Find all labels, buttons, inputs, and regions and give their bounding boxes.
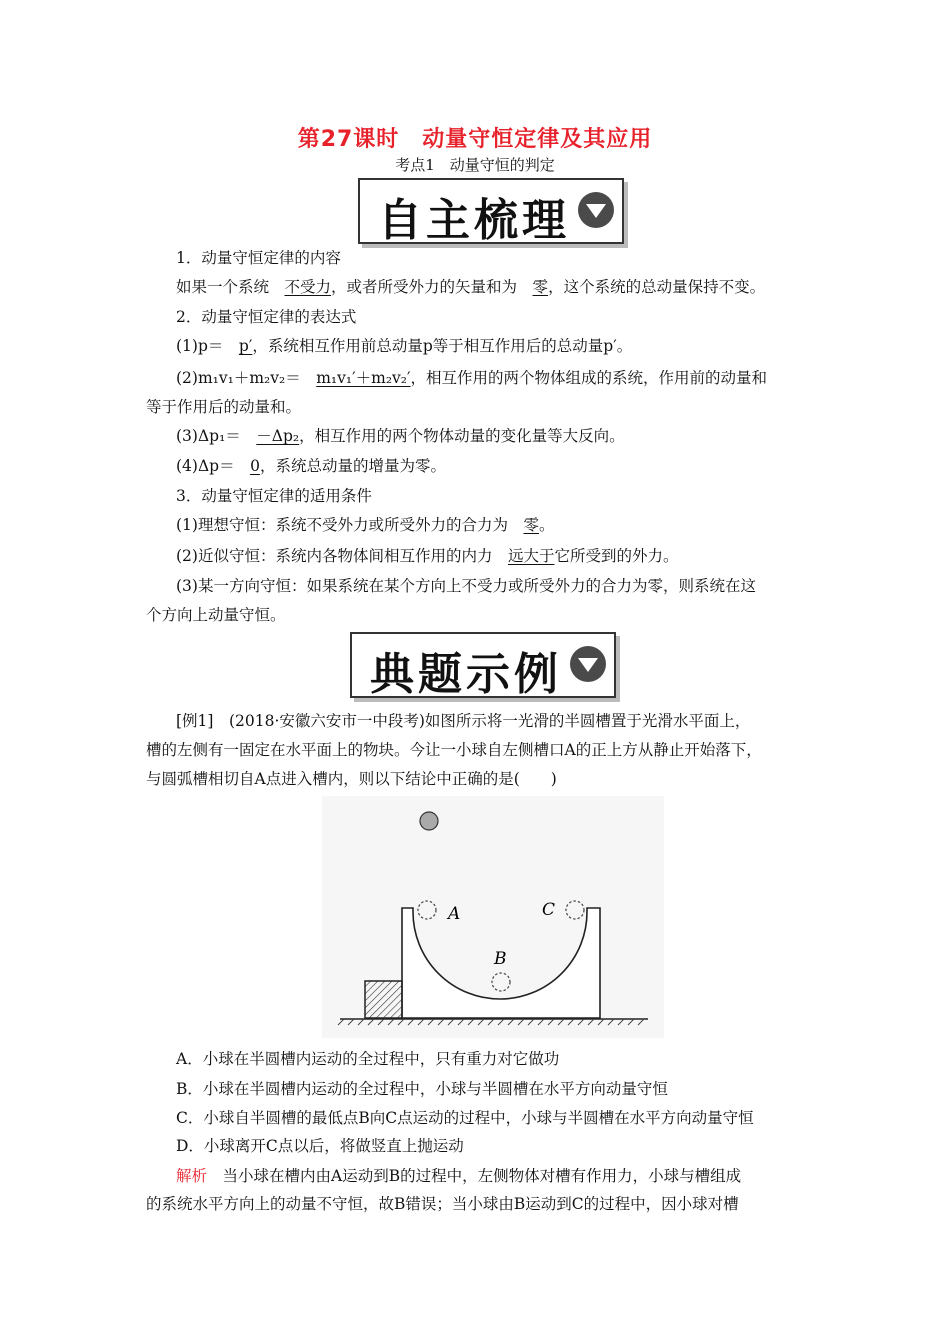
fixed-block (365, 981, 402, 1018)
text-run: ，系统相互作用前总动量p等于相互作用后的总动量p′。 (252, 337, 633, 355)
condition-3: (3)某一方向守恒：如果系统在某个方向上不受力或所受外力的合力为零，则系统在这 (176, 577, 756, 595)
expression-4 (176, 455, 856, 477)
option-a: A．小球在半圆槽内运动的全过程中，只有重力对它做功 (176, 1050, 560, 1068)
answer-blank: 远大于 (507, 547, 555, 565)
text-run: (1)理想守恒：系统不受外力或所受外力的合力为 (176, 516, 524, 534)
text-run: (3)Δp₁＝ (176, 427, 257, 445)
text-run: (4)Δp＝ (176, 457, 251, 475)
banner-self-review (358, 178, 624, 244)
triangle-down-icon (570, 646, 606, 682)
text-run: (2)m₁v₁＋m₂v₂＝ (176, 369, 317, 387)
answer-blank: m₁v₁′＋m₂v₂′ (316, 369, 411, 387)
analysis-line-2: 的系统水平方向上的动量不守恒，故B错误；当小球由B运动到C的过程中，因小球对槽 (146, 1195, 739, 1213)
triangle-down-icon (578, 192, 614, 228)
example-line-3: 与圆弧槽相切自A点进入槽内，则以下结论中正确的是( ) (146, 770, 557, 788)
option-b: B．小球在半圆槽内运动的全过程中，小球与半圆槽在水平方向动量守恒 (176, 1080, 668, 1098)
text-run: ，这个系统的总动量保持不变。 (548, 278, 766, 296)
expression-1 (176, 335, 856, 357)
answer-blank: 0 (250, 457, 260, 475)
option-c: C．小球自半圆槽的最低点B向C点运动的过程中，小球与半圆槽在水平方向动量守恒 (176, 1109, 754, 1127)
text-run: (1)p＝ (176, 337, 239, 355)
lesson-title: 第27课时 动量守恒定律及其应用 (297, 127, 653, 152)
text-run: ，相互作用的两个物体动量的变化量等大反向。 (299, 427, 625, 445)
semicircle-groove-figure (322, 796, 664, 1038)
text-run: ，相互作用的两个物体组成的系统，作用前的动量和 (410, 369, 768, 387)
expression-3 (176, 425, 856, 447)
expression-2-cont: 等于作用后的动量和。 (146, 398, 302, 416)
text-run: 它所受到的外力。 (554, 547, 679, 565)
answer-blank: －Δp₂ (256, 427, 300, 445)
banner-examples (350, 632, 616, 698)
banner-examples-text: 典题示例 (370, 649, 562, 700)
section-1-paragraph (176, 276, 856, 298)
lesson-subtitle: 考点1 动量守恒的判定 (395, 156, 555, 174)
label-b: B (494, 949, 507, 969)
text-run: ，系统总动量的增量为零。 (259, 457, 446, 475)
text-run: (2)近似守恒：系统内各物体间相互作用的内力 (176, 547, 508, 565)
answer-blank: 零 (532, 278, 549, 296)
analysis-label: 解析 (176, 1167, 208, 1185)
example-line-1: [例1] (2018·安徽六安市一中段考)如图所示将一光滑的半圆槽置于光滑水平面上， (176, 712, 751, 730)
text-run: 如果一个系统 (176, 278, 285, 296)
text-run: 。 (538, 516, 555, 534)
option-d: D．小球离开C点以后，将做竖直上抛运动 (176, 1137, 464, 1155)
text-run: ，或者所受外力的矢量和为 (331, 278, 533, 296)
example-line-2: 槽的左侧有一固定在水平面上的物块。今让一小球自左侧槽口A的正上方从静止开始落下， (146, 741, 762, 759)
answer-blank: 不受力 (284, 278, 332, 296)
analysis-line-1 (176, 1165, 856, 1187)
section-3-heading: 3．动量守恒定律的适用条件 (176, 487, 372, 505)
falling-ball (420, 812, 438, 830)
condition-2 (176, 545, 856, 567)
answer-blank: 零 (523, 516, 539, 534)
condition-1 (176, 514, 856, 536)
label-a: A (448, 904, 461, 924)
label-c: C (542, 900, 556, 920)
expression-2 (176, 367, 856, 389)
section-1-heading: 1．动量守恒定律的内容 (176, 249, 341, 267)
condition-3-cont: 个方向上动量守恒。 (146, 606, 286, 624)
answer-blank: p′ (238, 337, 253, 355)
banner-self-review-text: 自主梳理 (378, 195, 570, 246)
section-2-heading: 2．动量守恒定律的表达式 (176, 308, 357, 326)
text-run: 当小球在槽内由A运动到B的过程中，左侧物体对槽有作用力，小球与槽组成 (207, 1167, 742, 1185)
